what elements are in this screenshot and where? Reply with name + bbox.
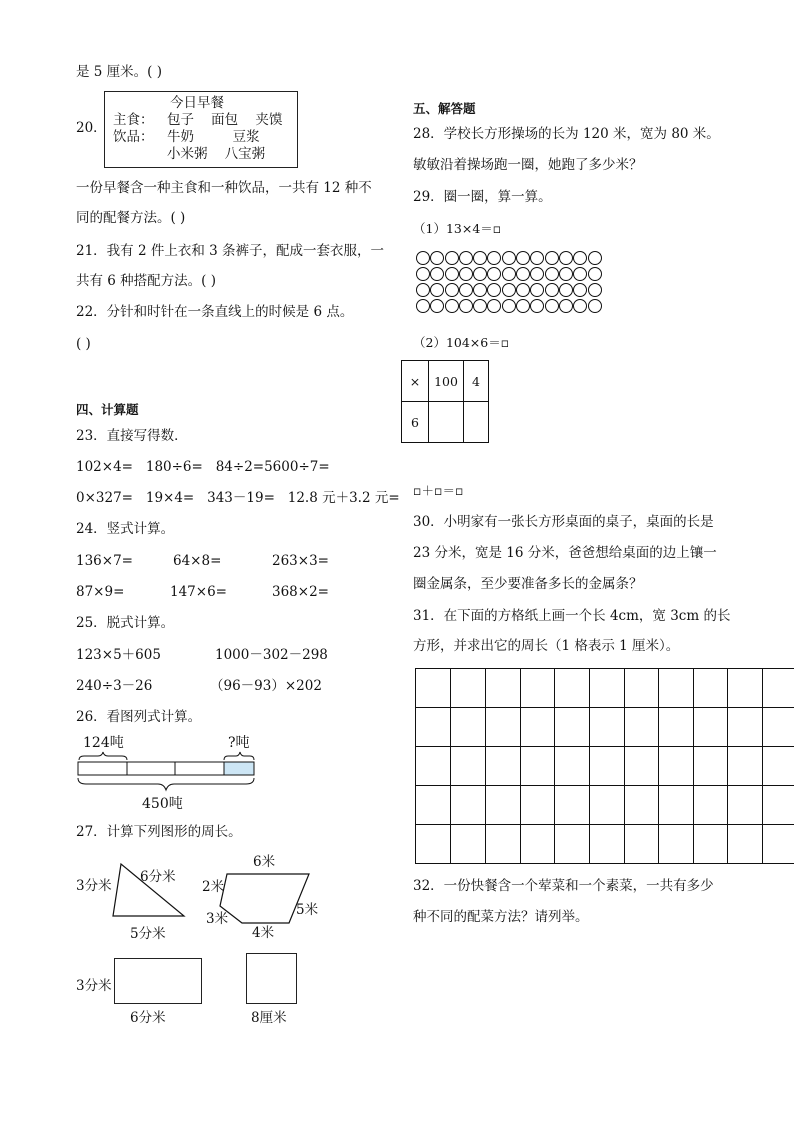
q24-r2-c1: 87×9= <box>76 584 125 600</box>
q26-title: 26．看图列式计算。 <box>76 709 202 725</box>
q28-line1: 28．学校长方形操场的长为 120 米，宽为 80 米。 <box>413 126 720 142</box>
q29-part1: （1）13×4＝▫ <box>413 221 502 236</box>
menu-staple-items: 包子 面包 夹馍 <box>167 112 283 128</box>
menu-staple-label: 主食： <box>113 112 154 128</box>
menu-drink-items-2: 小米粥 八宝粥 <box>167 146 266 162</box>
menu-title: 今日早餐 <box>170 95 224 111</box>
segment-diagram <box>76 748 258 796</box>
q22-line1: 22．分针和时针在一条直线上的时候是 6 点。 <box>76 304 354 320</box>
circle-row <box>416 267 616 283</box>
q32-line2: 种不同的配菜方法？请列举。 <box>413 909 589 925</box>
q19-tail: 是 5 厘米。( ) <box>76 64 162 80</box>
q25-r1-c1: 123×5＋605 <box>76 647 161 663</box>
q22-line2: ( ) <box>76 336 91 352</box>
section-4-title: 四、计算题 <box>76 402 139 417</box>
q24-r2-c3: 368×2= <box>272 584 329 600</box>
q30-line1: 30．小明家有一张长方形桌面的桌子，桌面的长是 <box>413 514 714 530</box>
q20-number: 20． <box>76 120 107 136</box>
segment-label-124: 124吨 <box>83 735 124 751</box>
q23-title: 23．直接写得数． <box>76 428 188 444</box>
q20-line2: 同的配餐方法。( ) <box>76 210 186 226</box>
q30-line3: 圈金属条，至少要准备多长的金属条？ <box>413 576 643 592</box>
q27-title: 27．计算下列图形的周长。 <box>76 824 242 840</box>
q23-row2: 0×327= 19×4= 343－19= 12.8 元＋3.2 元= <box>76 490 400 506</box>
triangle-hyp-label: 6分米 <box>140 869 176 885</box>
table-cell-header-times: × <box>402 361 429 402</box>
q25-r2-c1: 240÷3－26 <box>76 678 153 694</box>
table-cell-header-4: 4 <box>464 361 489 402</box>
section-5-title: 五、解答题 <box>413 101 476 116</box>
quad-top-label: 6米 <box>253 854 276 870</box>
rectangle-left-label: 3分米 <box>76 978 112 994</box>
q21-line2: 共有 6 种搭配方法。( ) <box>76 273 216 289</box>
q21-line1: 21．我有 2 件上衣和 3 条裤子，配成一套衣服，一 <box>76 243 385 259</box>
quad-bottom-label: 4米 <box>252 925 275 941</box>
quad-left-label: 2米 <box>202 879 225 895</box>
circle-row <box>416 299 616 315</box>
quadrilateral-shape <box>215 868 315 928</box>
table-cell-row-6: 6 <box>402 402 429 443</box>
rectangle-bottom-label: 6分米 <box>130 1010 166 1026</box>
triangle-left-label: 3分米 <box>76 878 112 894</box>
q24-r1-c2: 64×8= <box>173 553 222 569</box>
rectangle-shape <box>114 958 202 1004</box>
q24-r1-c1: 136×7= <box>76 553 133 569</box>
q29-part2: （2）104×6＝▫ <box>413 335 510 350</box>
q24-r2-c2: 147×6= <box>170 584 227 600</box>
menu-drink-label: 饮品： <box>113 129 154 145</box>
q29-title: 29．圈一圈，算一算。 <box>413 189 552 205</box>
triangle-bottom-label: 5分米 <box>130 926 166 942</box>
q24-r1-c3: 263×3= <box>272 553 329 569</box>
circle-row <box>416 283 616 299</box>
table-cell-header-100: 100 <box>429 361 464 402</box>
multiplication-table <box>401 360 489 443</box>
q20-line1: 一份早餐含一种主食和一种饮品，一共有 12 种不 <box>76 180 372 196</box>
circle-grid <box>416 251 616 315</box>
q31-line1: 31．在下面的方格纸上画一个长 4cm，宽 3cm 的长 <box>413 608 731 624</box>
menu-drink-items-1: 牛奶 豆浆 <box>167 129 260 145</box>
quad-lower-left-label: 3米 <box>206 911 229 927</box>
q30-line2: 23 分米，宽是 16 分米，爸爸想给桌面的边上镶一 <box>413 545 717 561</box>
circle-row <box>416 251 616 267</box>
square-grid-paper <box>415 668 794 864</box>
square-shape <box>246 953 297 1004</box>
q29-equation: ▫＋▫＝▫ <box>413 483 464 498</box>
q28-line2: 敏敏沿着操场跑一圈，她跑了多少米？ <box>413 157 643 173</box>
square-bottom-label: 8厘米 <box>251 1010 287 1026</box>
q24-title: 24．竖式计算。 <box>76 521 175 537</box>
q25-title: 25．脱式计算。 <box>76 615 175 631</box>
table-cell-blank <box>429 402 464 443</box>
quad-right-label: 5米 <box>296 902 319 918</box>
q31-line2: 方形，并求出它的周长（1 格表示 1 厘米）。 <box>413 638 680 654</box>
segment-total-label: 450吨 <box>142 796 183 812</box>
segment-label-unknown: ?吨 <box>228 735 250 751</box>
q25-r1-c2: 1000－302－298 <box>215 647 328 663</box>
q23-row1: 102×4= 180÷6= 84÷2=5600÷7= <box>76 459 330 475</box>
table-cell-blank <box>464 402 489 443</box>
q25-r2-c2: （96－93）×202 <box>210 678 322 694</box>
q32-line1: 32．一份快餐含一个荤菜和一个素菜，一共有多少 <box>413 878 714 894</box>
